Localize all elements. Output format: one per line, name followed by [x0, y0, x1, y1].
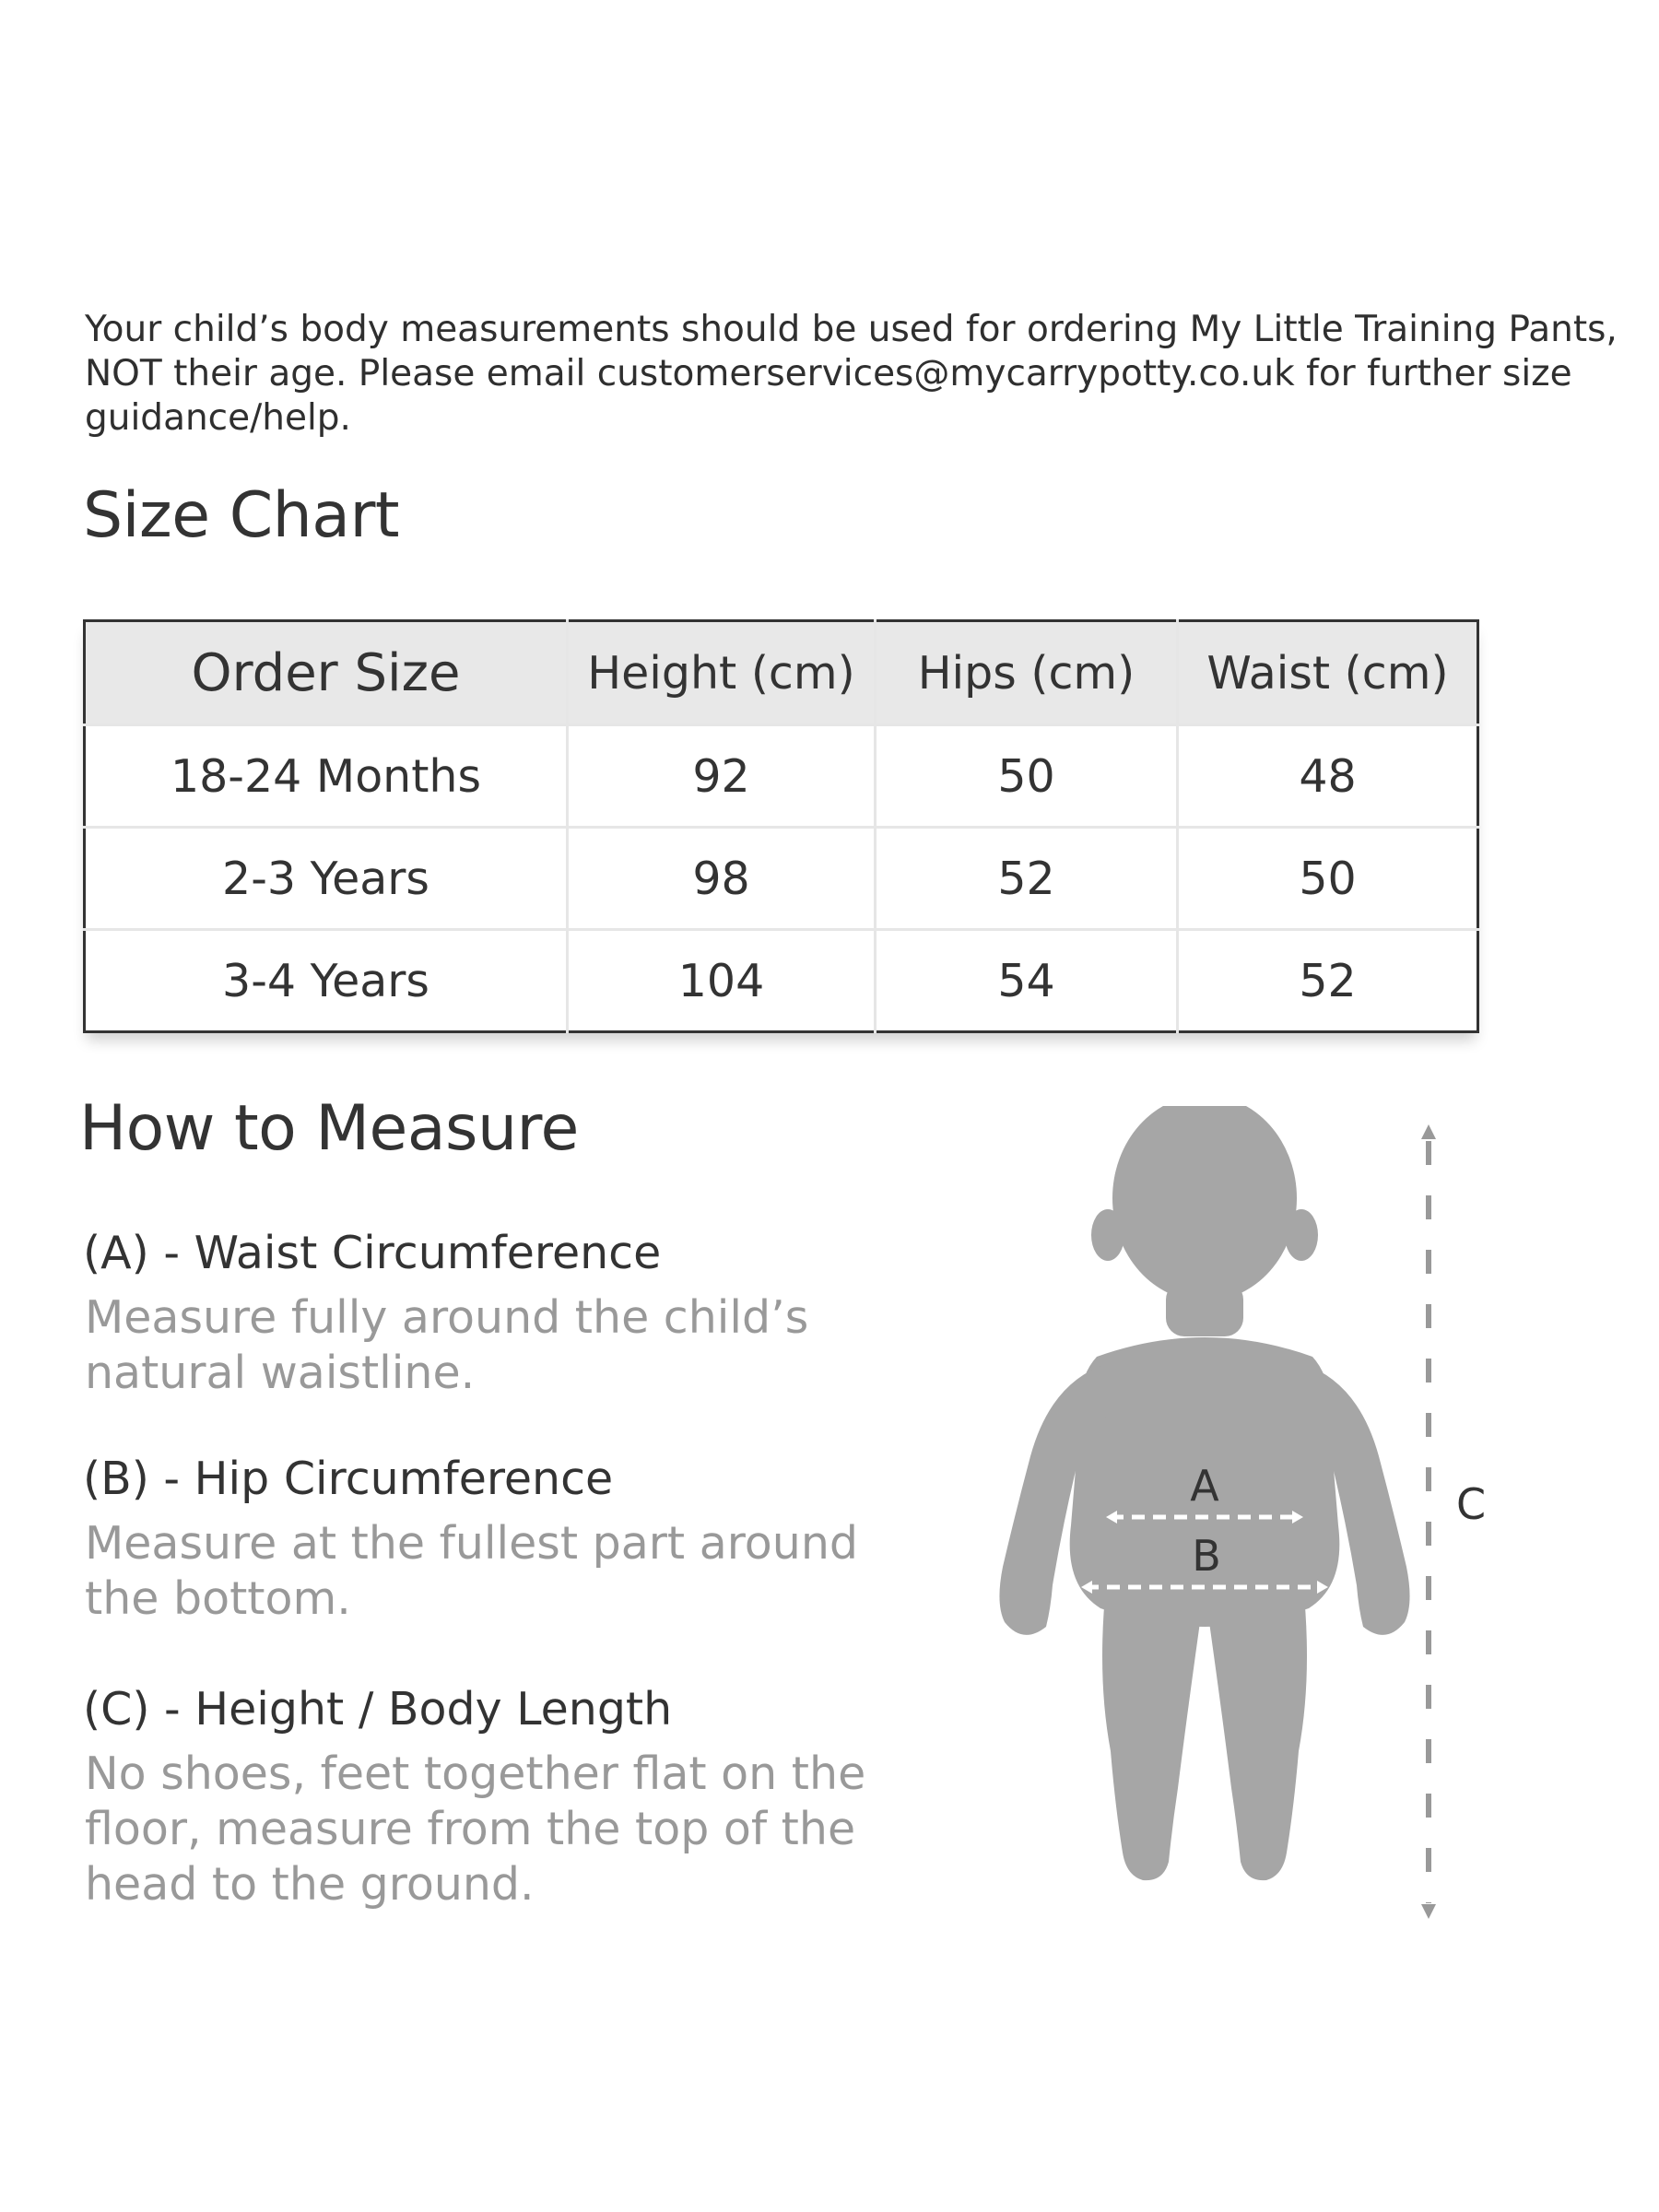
- cell-hips: 52: [876, 828, 1178, 930]
- measure-item-height: [83, 1682, 912, 1912]
- measure-heading: (A) - Waist Circumference: [83, 1227, 662, 1279]
- header-order-size: Order Size: [85, 621, 568, 725]
- cell-height: 92: [568, 725, 876, 828]
- table-header-row: [85, 621, 1478, 725]
- cell-order-size: 2-3 Years: [85, 828, 568, 930]
- measure-item-hip: [83, 1452, 912, 1627]
- measure-description: Measure fully around the child’s natural waistline.: [85, 1291, 809, 1399]
- cell-height: 98: [568, 828, 876, 930]
- size-chart-title: Size Chart: [83, 479, 400, 552]
- table-row: [85, 930, 1478, 1032]
- measure-heading: (B) - Hip Circumference: [83, 1453, 614, 1505]
- cell-order-size: 3-4 Years: [85, 930, 568, 1032]
- header-height: Height (cm): [568, 621, 876, 725]
- measure-description: Measure at the fullest part around the bottom.: [85, 1517, 858, 1625]
- label-b: B: [1192, 1531, 1221, 1581]
- intro-text: Your child’s body measurements should be used for ordering My Little Training Pants, NOT their age. Please email customerservices@mycarrypotty.co.uk for further size guidance/help.: [85, 309, 1618, 439]
- label-c: C: [1455, 1479, 1487, 1529]
- how-to-measure-title: How to Measure: [79, 1092, 579, 1165]
- cell-height: 104: [568, 930, 876, 1032]
- table-row: [85, 828, 1478, 930]
- label-a: A: [1190, 1461, 1219, 1511]
- measure-heading: (C) - Height / Body Length: [83, 1683, 673, 1735]
- header-waist: Waist (cm): [1178, 621, 1478, 725]
- cell-waist: 52: [1178, 930, 1478, 1032]
- cell-waist: 48: [1178, 725, 1478, 828]
- cell-hips: 54: [876, 930, 1178, 1032]
- measure-description: No shoes, feet together flat on the floor, measure from the top of the head to the ground.: [85, 1747, 866, 1911]
- size-chart-table: [83, 619, 1479, 1033]
- cell-order-size: 18-24 Months: [85, 725, 568, 828]
- height-measure-line: [1421, 1124, 1436, 1919]
- measure-item-waist: [83, 1226, 912, 1401]
- table-row: [85, 725, 1478, 828]
- cell-hips: 50: [876, 725, 1178, 828]
- cell-waist: 50: [1178, 828, 1478, 930]
- baby-measurement-diagram: [959, 1106, 1530, 1936]
- header-hips: Hips (cm): [876, 621, 1178, 725]
